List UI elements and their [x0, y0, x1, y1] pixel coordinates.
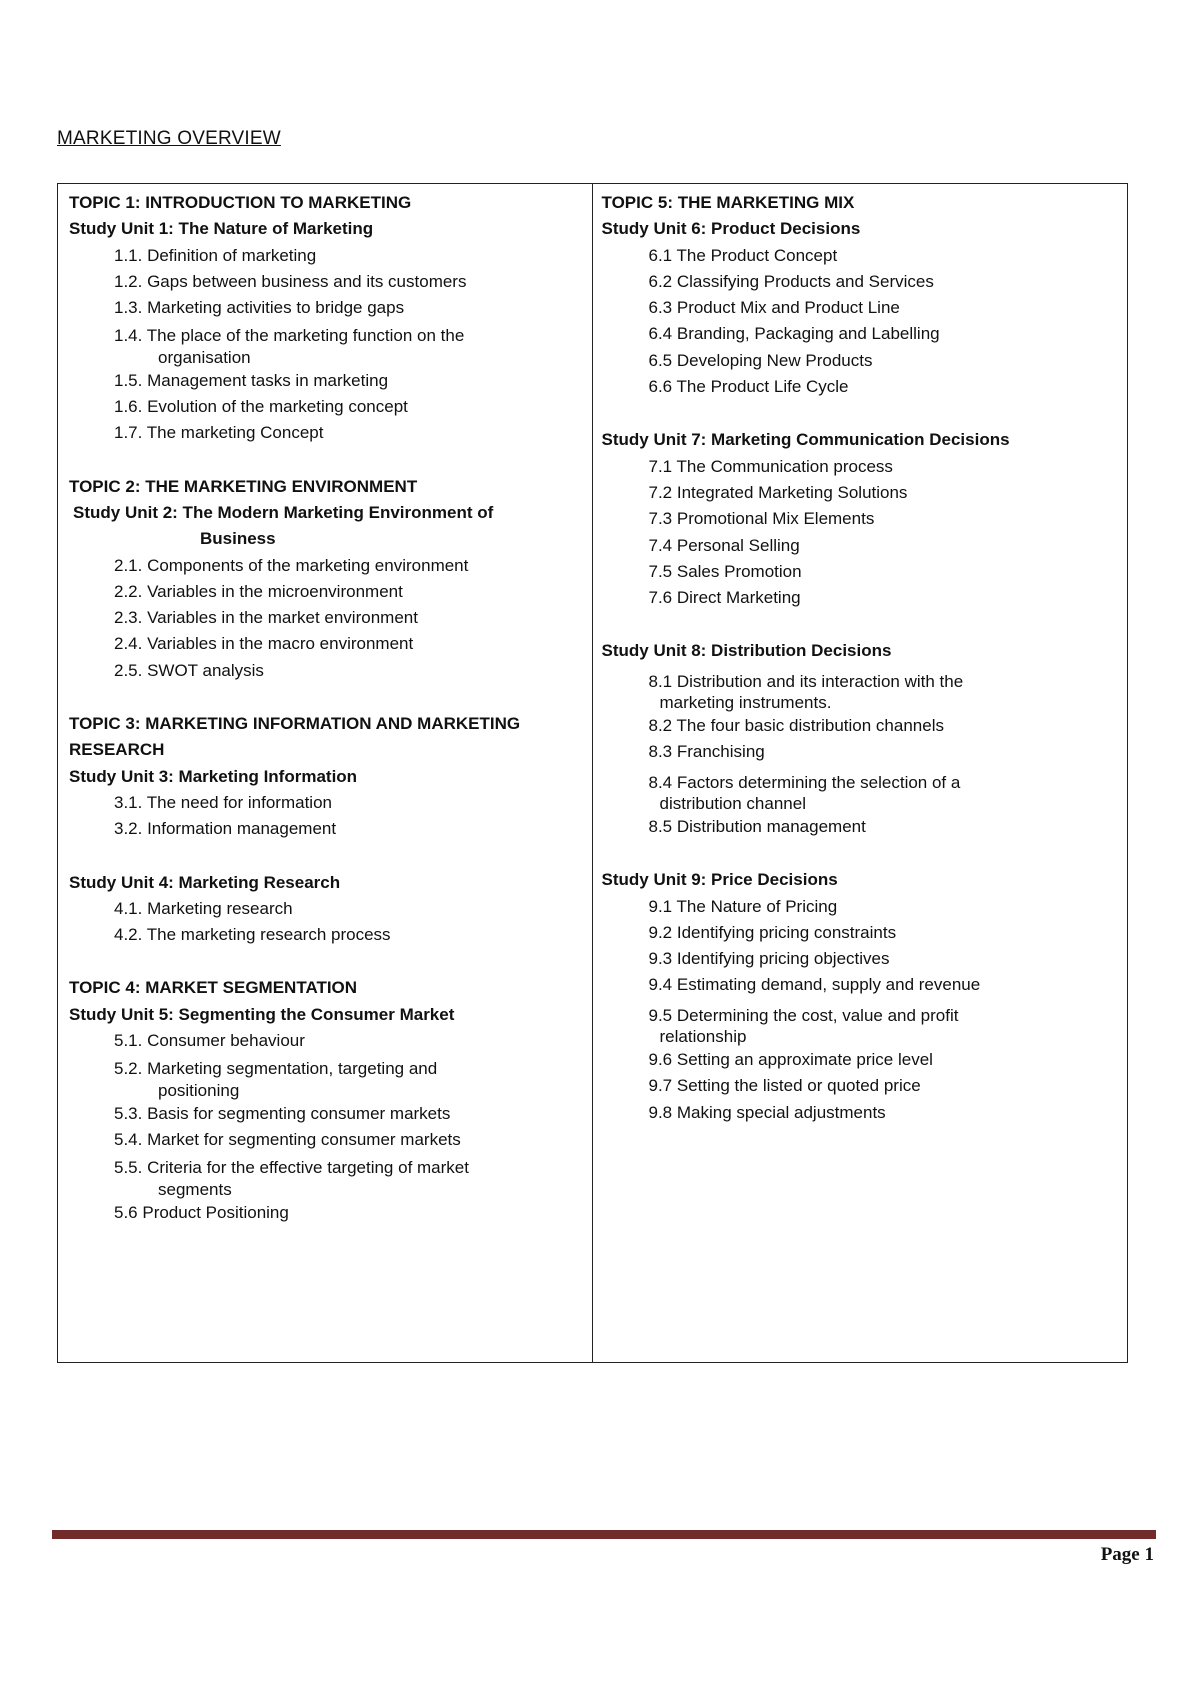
list-item-text: 5.2. Marketing segmentation, targeting and [114, 1059, 438, 1079]
footer-divider [52, 1530, 1156, 1539]
list-item: 6.4 Branding, Packaging and Labelling [648, 324, 940, 344]
list-item [602, 1003, 1120, 1047]
list-item: 6.3 Product Mix and Product Line [648, 298, 900, 318]
page-number: Page 1 [1100, 1544, 1154, 1565]
list-item-continuation: segments [158, 1179, 232, 1199]
right-column [593, 184, 1128, 1362]
list-item: 1.6. Evolution of the marketing concept [114, 397, 408, 417]
list-item: 8.2 The four basic distribution channels [648, 716, 944, 736]
study-unit-heading: Study Unit 4: Marketing Research [69, 872, 341, 892]
list-item-continuation: organisation [158, 347, 251, 367]
list-item: 9.8 Making special adjustments [648, 1102, 886, 1122]
list-item: 8.3 Franchising [648, 742, 765, 762]
topic-heading-continuation: RESEARCH [69, 740, 165, 760]
list-item: 6.2 Classifying Products and Services [648, 271, 934, 291]
list-item: 2.5. SWOT analysis [114, 660, 264, 680]
list-item [602, 770, 1120, 814]
study-unit-heading: Study Unit 5: Segmenting the Consumer Market [69, 1004, 455, 1024]
list-item: 7.2 Integrated Marketing Solutions [648, 482, 908, 502]
list-item: 7.6 Direct Marketing [648, 588, 801, 608]
study-unit-heading: Study Unit 9: Price Decisions [601, 870, 838, 890]
list-item: 5.4. Market for segmenting consumer markets [114, 1129, 461, 1149]
list-item: 2.3. Variables in the market environment [114, 608, 418, 628]
list-item-continuation: positioning [158, 1080, 240, 1100]
list-item: 6.1 The Product Concept [648, 245, 838, 265]
topic-heading: TOPIC 4: MARKET SEGMENTATION [69, 978, 358, 998]
topic-heading: TOPIC 2: THE MARKETING ENVIRONMENT [69, 476, 418, 496]
list-item: 2.2. Variables in the microenvironment [114, 581, 403, 601]
list-item: 5.6 Product Positioning [114, 1202, 289, 1222]
list-item-text: 5.5. Criteria for the effective targeting of market [114, 1158, 469, 1178]
list-item: 1.3. Marketing activities to bridge gaps [114, 298, 405, 318]
list-item: 7.3 Promotional Mix Elements [648, 509, 875, 529]
list-item: 6.6 The Product Life Cycle [648, 377, 849, 397]
list-item: 9.1 The Nature of Pricing [648, 896, 838, 916]
list-item-continuation: marketing instruments. [659, 693, 832, 713]
list-item: 4.1. Marketing research [114, 898, 293, 918]
list-item: 2.4. Variables in the macro environment [114, 634, 414, 654]
list-item: 3.1. The need for information [114, 792, 332, 812]
list-item: 1.5. Management tasks in marketing [114, 370, 389, 390]
list-item: 5.3. Basis for segmenting consumer markets [114, 1103, 451, 1123]
list-item: 9.4 Estimating demand, supply and revenue [648, 975, 981, 995]
page-title: MARKETING OVERVIEW [57, 128, 281, 149]
list-item [69, 1056, 584, 1100]
list-item: 9.2 Identifying pricing constraints [648, 922, 897, 942]
study-unit-heading-continuation: Business [200, 529, 276, 549]
list-item: 2.1. Components of the marketing environment [114, 555, 469, 575]
study-unit-heading: Study Unit 1: The Nature of Marketing [69, 219, 374, 239]
list-item: 7.5 Sales Promotion [648, 561, 802, 581]
list-item: 1.7. The marketing Concept [114, 423, 324, 443]
list-item: 1.1. Definition of marketing [114, 245, 317, 265]
list-item: 7.4 Personal Selling [648, 535, 800, 555]
list-item: 1.2. Gaps between business and its customers [114, 271, 467, 291]
study-unit-heading: Study Unit 2: The Modern Marketing Environment of [73, 502, 494, 522]
list-item: 4.2. The marketing research process [114, 925, 391, 945]
list-item: 7.1 The Communication process [648, 456, 893, 476]
list-item: 6.5 Developing New Products [648, 350, 873, 370]
list-item: 9.3 Identifying pricing objectives [648, 949, 890, 969]
topics-table [57, 183, 1128, 1363]
list-item: 5.1. Consumer behaviour [114, 1031, 305, 1051]
study-unit-heading: Study Unit 6: Product Decisions [601, 219, 861, 239]
list-item-continuation: relationship [659, 1027, 747, 1047]
list-item: 9.7 Setting the listed or quoted price [648, 1076, 921, 1096]
list-item [69, 1155, 584, 1199]
list-item: 9.6 Setting an approximate price level [648, 1050, 933, 1070]
study-unit-heading: Study Unit 3: Marketing Information [69, 766, 358, 786]
list-item-text: 8.4 Factors determining the selection of a [648, 772, 961, 792]
list-item-text: 8.1 Distribution and its interaction with the [648, 671, 964, 691]
topic-heading: TOPIC 1: INTRODUCTION TO MARKETING [69, 193, 412, 212]
left-column [58, 184, 593, 1362]
list-item-text: 1.4. The place of the marketing function on the [114, 326, 465, 346]
list-item [69, 323, 584, 367]
list-item [602, 669, 1120, 713]
list-item-text: 9.5 Determining the cost, value and profit [648, 1005, 959, 1025]
list-item-continuation: distribution channel [659, 793, 806, 813]
topic-heading: TOPIC 3: MARKETING INFORMATION AND MARKETING [69, 714, 521, 734]
study-unit-heading: Study Unit 7: Marketing Communication Decisions [601, 430, 1010, 450]
list-item: 8.5 Distribution management [648, 816, 866, 836]
topic-heading: TOPIC 5: THE MARKETING MIX [601, 193, 855, 212]
list-item: 3.2. Information management [114, 819, 337, 839]
study-unit-heading: Study Unit 8: Distribution Decisions [601, 641, 892, 661]
